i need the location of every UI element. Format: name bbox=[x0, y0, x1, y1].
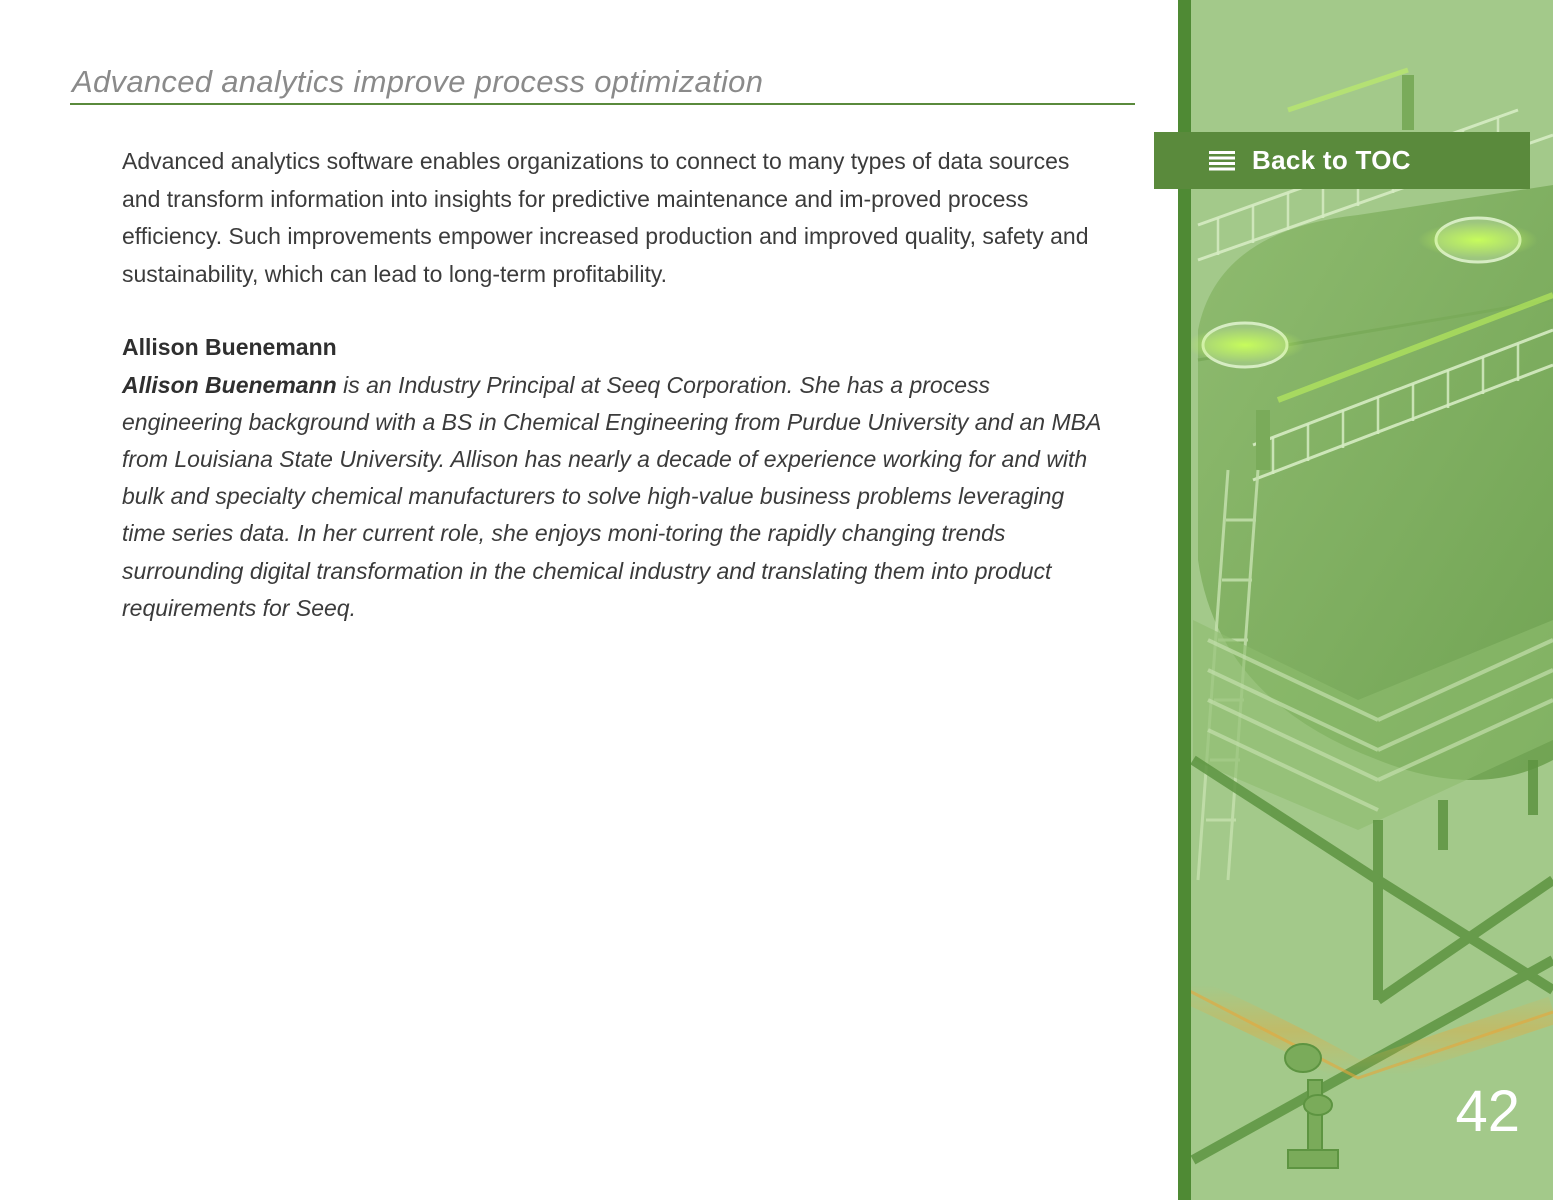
title-divider bbox=[70, 103, 1135, 105]
intro-paragraph: Advanced analytics software enables organizations to connect to many types of data sources and transform information into insights for predictive maintenance and im-proved process efficiency. Such improvements empower increased production and improved quality, safety and sustainability, which can lead to long-term profitability. bbox=[122, 148, 1089, 287]
author-bio bbox=[122, 367, 1112, 627]
back-to-toc-button[interactable] bbox=[1154, 132, 1530, 189]
section-title: Advanced analytics improve process optimization bbox=[72, 64, 764, 99]
author-bio-text: is an Industry Principal at Seeq Corporation. She has a process engineering background with a BS in Chemical Engineering from Purdue University and an MBA from Louisiana State University. Allison has nearly a decade of experience working for and with bulk and specialty chemical manufacturers to solve high-value business problems leveraging time series data. In her current role, she enjoys moni-toring the rapidly changing trends surrounding digital transformation in the chemical industry and translating them into product requirements for Seeq. bbox=[122, 371, 1101, 621]
author-bio-name: Allison Buenemann bbox=[122, 371, 337, 398]
page-number: 42 bbox=[1455, 1079, 1520, 1144]
main-content bbox=[122, 143, 1112, 627]
back-to-toc-label: Back to TOC bbox=[1252, 145, 1411, 175]
list-icon bbox=[1209, 150, 1235, 172]
author-heading: Allison Buenemann bbox=[122, 334, 337, 360]
